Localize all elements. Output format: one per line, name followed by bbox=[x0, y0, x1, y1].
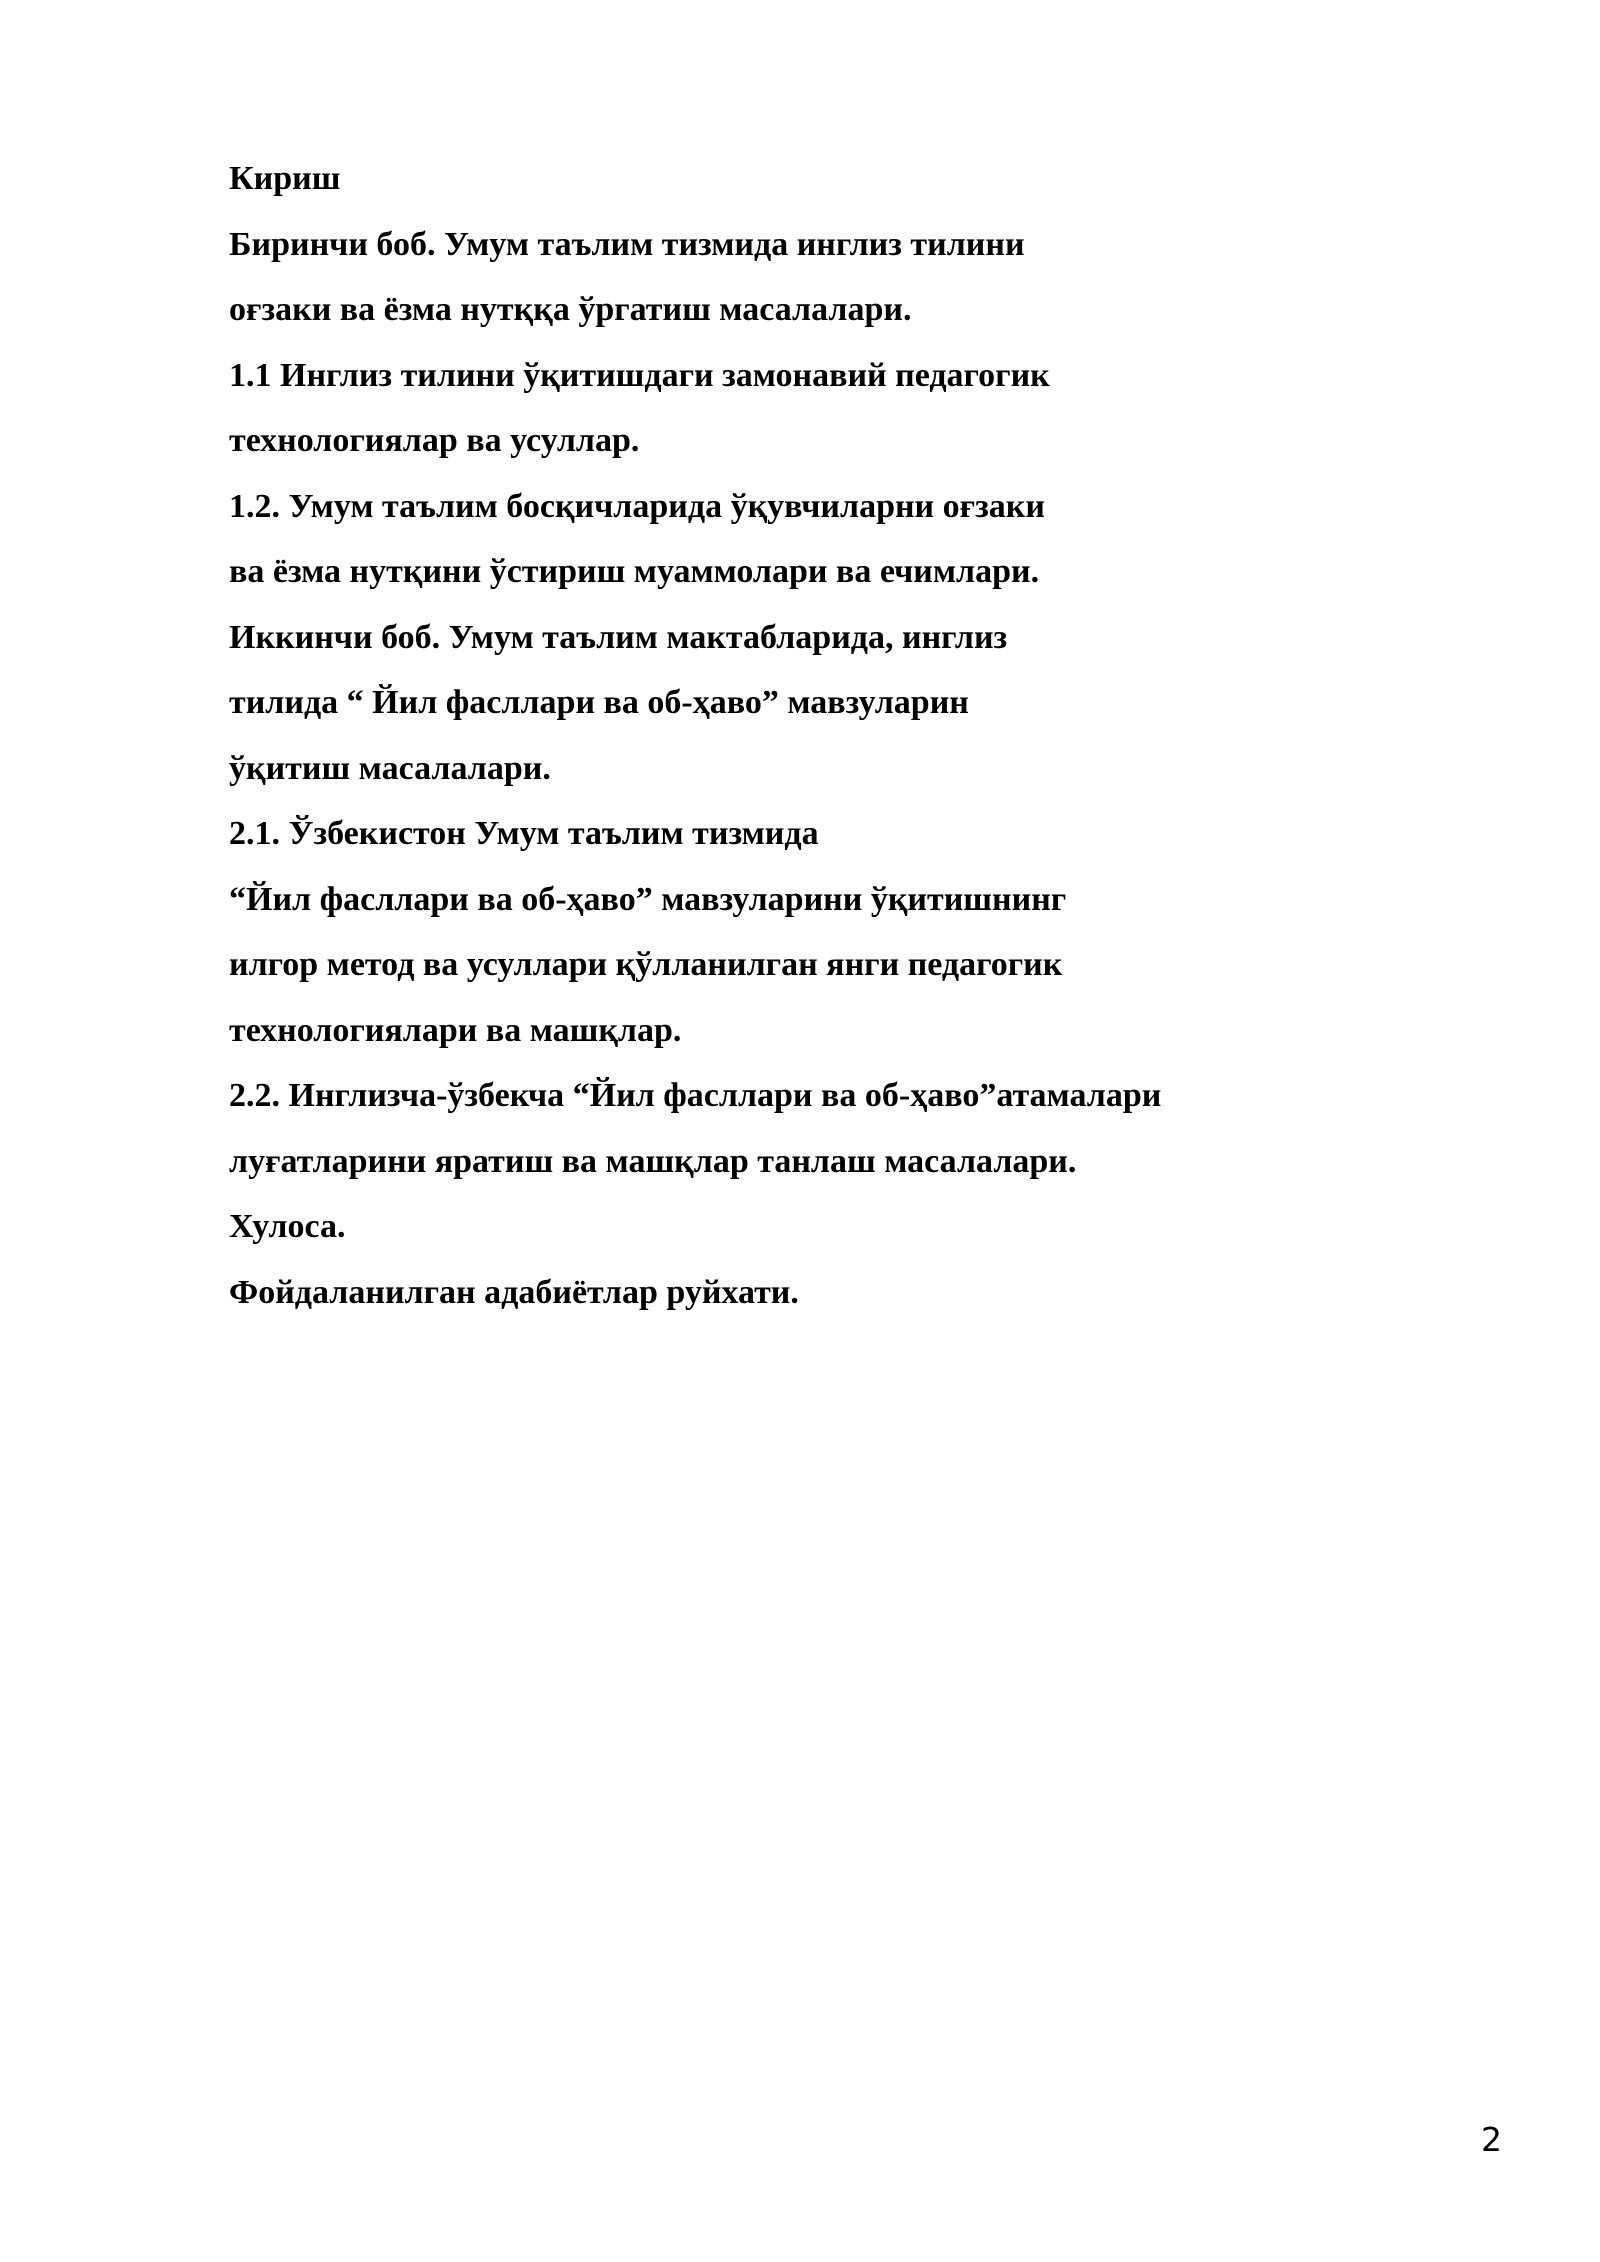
toc-line-section-2-1-cont: “Йил фасллари ва об-ҳаво” мавзуларини ўқитишнинг bbox=[229, 880, 1067, 918]
toc-line-section-2-2-cont: луғатларини яратиш ва машқлар танлаш масалалари. bbox=[229, 1142, 1077, 1180]
toc-line-introduction: Кириш bbox=[229, 160, 341, 197]
toc-line-chapter-2-title: Иккинчи боб. Умум таълим мактабларида, инглиз bbox=[229, 618, 1008, 656]
toc-line-references: Фойдаланилган адабиётлар руйхати. bbox=[229, 1273, 799, 1311]
toc-line-section-1-2: 1.2. Умум таълим босқичларида ўқувчиларни оғзаки bbox=[229, 487, 1045, 525]
toc-line-section-2-1: 2.1. Ўзбекистон Умум таълим тизмида bbox=[229, 815, 819, 852]
toc-line-section-2-1-cont-2: илгор метод ва усуллари қўлланилган янги педагогик bbox=[229, 946, 1063, 983]
toc-line-chapter-2-title-cont-2: ўқитиш масалалари. bbox=[229, 749, 551, 787]
toc-line-section-1-2-cont: ва ёзма нутқини ўстириш муаммолари ва ечимлари. bbox=[229, 553, 1040, 590]
page-number: 2 bbox=[1481, 2120, 1502, 2159]
toc-line-chapter-1-title-cont: оғзаки ва ёзма нутққа ўргатиш масалалари. bbox=[229, 291, 912, 328]
toc-line-section-1-1-cont: технологиялар ва усуллар. bbox=[229, 422, 640, 459]
toc-line-chapter-2-title-cont: тилида “ Йил фасллари ва об-ҳаво” мавзуларин bbox=[229, 684, 969, 721]
toc-line-section-1-1: 1.1 Инглиз тилини ўқитишдаги замонавий педагогик bbox=[229, 356, 1050, 394]
toc-line-section-2-2: 2.2. Инглизча-ўзбекча “Йил фасллари ва об-ҳаво”атамалари bbox=[229, 1077, 1162, 1114]
toc-line-conclusion: Хулоса. bbox=[229, 1208, 346, 1245]
toc-line-section-2-1-cont-3: технологиялари ва машқлар. bbox=[229, 1011, 682, 1049]
toc-line-chapter-1-title: Биринчи боб. Умум таълим тизмида инглиз тилини bbox=[229, 225, 1025, 263]
table-of-contents bbox=[229, 146, 1379, 1325]
